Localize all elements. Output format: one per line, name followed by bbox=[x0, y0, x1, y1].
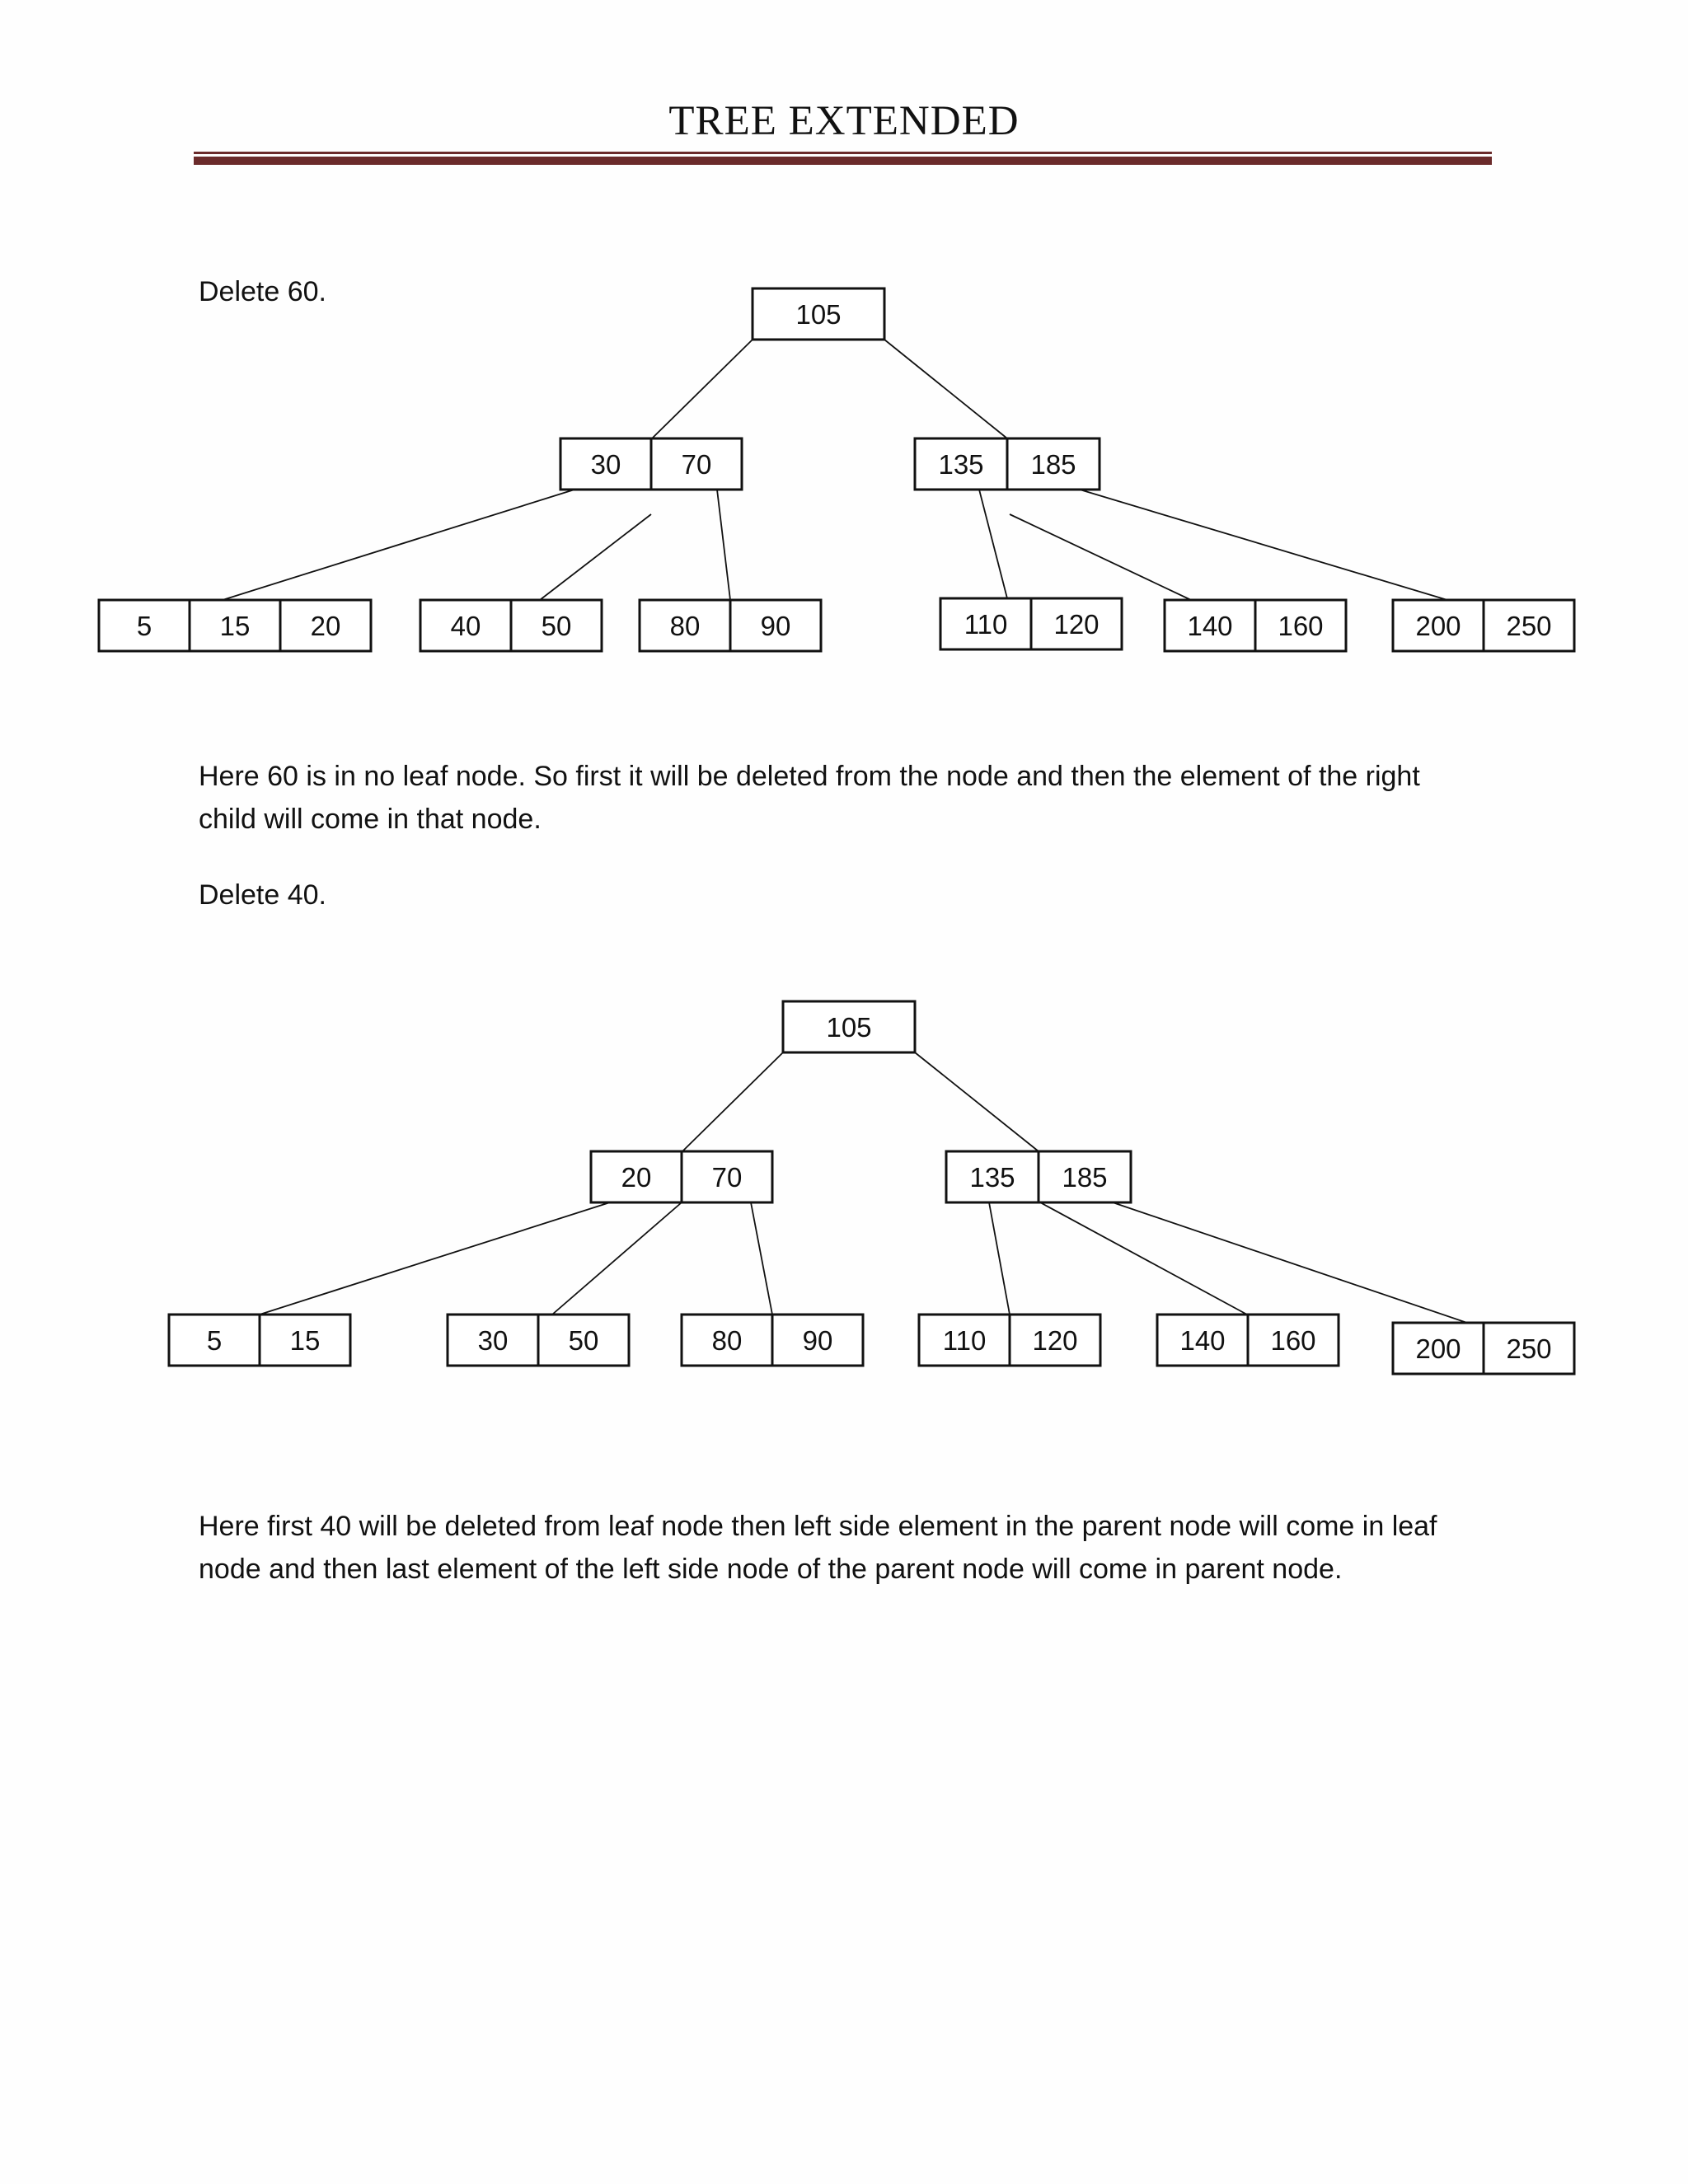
node-key: 70 bbox=[681, 449, 712, 480]
tree-edge bbox=[652, 340, 753, 438]
leaves-node bbox=[1393, 1323, 1574, 1374]
tree-edge bbox=[540, 514, 651, 600]
root-node bbox=[783, 1001, 915, 1052]
node-key: 90 bbox=[760, 611, 791, 641]
tree-edge bbox=[884, 340, 1007, 438]
node-key: 160 bbox=[1270, 1325, 1316, 1356]
tree-edge bbox=[979, 490, 1007, 598]
tree-edge bbox=[260, 1202, 610, 1315]
node-key: 90 bbox=[802, 1325, 833, 1356]
internal-node bbox=[591, 1151, 772, 1202]
header-rule-thick bbox=[194, 157, 1492, 165]
internal-node bbox=[915, 438, 1100, 490]
node-key: 5 bbox=[206, 1325, 223, 1356]
tree-diagram-delete-60 bbox=[0, 272, 1688, 659]
node-key: 250 bbox=[1506, 1333, 1552, 1364]
tree-edge bbox=[1080, 490, 1447, 600]
node-key: 185 bbox=[1030, 449, 1076, 480]
tree-edge bbox=[915, 1052, 1039, 1151]
tree-edge bbox=[223, 490, 574, 600]
node-key: 135 bbox=[969, 1162, 1015, 1193]
section-2-heading: Delete 40. bbox=[199, 879, 326, 911]
leaves-node bbox=[420, 600, 602, 651]
tree-edge bbox=[552, 1202, 682, 1315]
node-key: 50 bbox=[541, 611, 572, 641]
node-key: 135 bbox=[938, 449, 984, 480]
node-key: 250 bbox=[1506, 611, 1552, 641]
node-key: 30 bbox=[590, 449, 621, 480]
tree-edge bbox=[717, 490, 730, 600]
section-1-explanation: Here 60 is in no leaf node. So first it will be deleted from the node and then the element of the right child will come in that node. bbox=[199, 761, 1420, 835]
node-key: 80 bbox=[669, 611, 701, 641]
node-key: 15 bbox=[289, 1325, 321, 1356]
leaves-node bbox=[1157, 1315, 1339, 1366]
tree-diagram-delete-40 bbox=[0, 989, 1688, 1385]
tree-edge bbox=[1040, 1202, 1247, 1315]
node-key: 200 bbox=[1415, 1333, 1461, 1364]
tree-edge bbox=[1113, 1202, 1467, 1323]
tree-edge bbox=[1010, 514, 1191, 600]
node-key: 5 bbox=[136, 611, 152, 641]
leaves-node bbox=[682, 1315, 863, 1366]
node-key: 80 bbox=[711, 1325, 743, 1356]
node-key: 110 bbox=[964, 609, 1008, 640]
node-key: 15 bbox=[219, 611, 251, 641]
node-key: 30 bbox=[477, 1325, 509, 1356]
leaves-node bbox=[1393, 600, 1574, 651]
leaves-node bbox=[640, 600, 821, 651]
leaves-node bbox=[99, 600, 371, 651]
node-key: 140 bbox=[1187, 611, 1233, 641]
node-key: 120 bbox=[1053, 609, 1100, 640]
leaves-node bbox=[448, 1315, 629, 1366]
leaves-node bbox=[1165, 600, 1346, 651]
root-node bbox=[753, 288, 884, 340]
section-1-heading: Delete 60. bbox=[199, 276, 326, 307]
tree-edge bbox=[751, 1202, 772, 1315]
tree-edge bbox=[682, 1052, 783, 1151]
node-key: 110 bbox=[942, 1325, 987, 1356]
node-key: 120 bbox=[1032, 1325, 1078, 1356]
internal-node bbox=[560, 438, 742, 490]
node-key: 20 bbox=[310, 611, 341, 641]
leaves-node bbox=[169, 1315, 350, 1366]
node-key: 160 bbox=[1278, 611, 1324, 641]
node-key: 200 bbox=[1415, 611, 1461, 641]
node-key: 40 bbox=[450, 611, 481, 641]
node-key: 140 bbox=[1179, 1325, 1226, 1356]
node-key: 20 bbox=[621, 1162, 652, 1193]
tree-edge bbox=[989, 1202, 1010, 1315]
node-key: 185 bbox=[1062, 1162, 1108, 1193]
page-title: TREE EXTENDED bbox=[668, 98, 1020, 144]
header-rule-thin bbox=[194, 152, 1492, 154]
leaves-node bbox=[919, 1315, 1100, 1366]
node-key: 105 bbox=[795, 299, 842, 330]
node-key: 105 bbox=[826, 1012, 872, 1043]
node-key: 50 bbox=[568, 1325, 599, 1356]
internal-node bbox=[946, 1151, 1131, 1202]
section-2-explanation: Here first 40 will be deleted from leaf node then left side element in the parent node will come in leaf node and then last element of the left side node of the parent node will come in parent node. bbox=[199, 1511, 1437, 1585]
leaves-node bbox=[940, 598, 1122, 649]
node-key: 70 bbox=[711, 1162, 743, 1193]
